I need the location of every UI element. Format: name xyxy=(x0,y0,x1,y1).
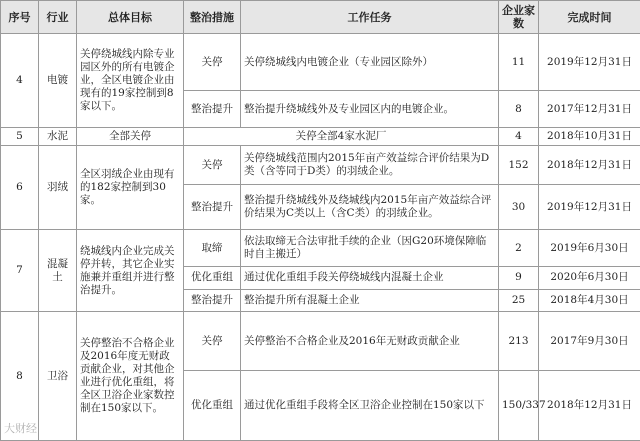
watermark: 大财经 xyxy=(4,422,37,435)
count-cell: 150/337 xyxy=(499,371,539,441)
deadline-cell: 2018年12月31日 xyxy=(539,371,640,441)
industry-cell: 卫浴 xyxy=(39,312,77,441)
table-row xyxy=(1,146,640,185)
header-row xyxy=(1,1,640,34)
header-seq: 序号 xyxy=(1,1,39,34)
deadline-cell: 2017年12月31日 xyxy=(539,91,640,128)
count-cell: 30 xyxy=(499,185,539,230)
header-count: 企业家数 xyxy=(499,1,539,34)
task-cell: 关停绕城线内电镀企业（专业园区除外） xyxy=(241,34,499,91)
header-task: 工作任务 xyxy=(241,1,499,34)
measure-cell: 关停 xyxy=(184,34,241,91)
task-cell: 关停整治不合格企业及2016年无财政贡献企业 xyxy=(241,312,499,371)
industry-cell: 羽绒 xyxy=(39,146,77,230)
deadline-cell: 2019年6月30日 xyxy=(539,230,640,267)
task-cell: 整治提升绕城线外及绕城线内2015年亩产效益综合评价结果为C类以上（含C类）的羽绒企业。 xyxy=(241,185,499,230)
goal-cell: 关停整治不合格企业及2016年度无财政贡献企业，对其他企业进行优化重组，将全区卫浴企业家数控制在150家以下。 xyxy=(77,312,184,441)
count-cell: 152 xyxy=(499,146,539,185)
deadline-cell: 2018年12月31日 xyxy=(539,146,640,185)
seq-cell: 5 xyxy=(1,128,39,146)
task-cell: 整治提升绕城线外及专业园区内的电镀企业。 xyxy=(241,91,499,128)
industry-cell: 电镀 xyxy=(39,34,77,128)
deadline-cell: 2018年10月31日 xyxy=(539,128,640,146)
deadline-cell: 2020年6月30日 xyxy=(539,267,640,289)
table-row xyxy=(1,34,640,91)
goal-cell: 关停绕城线内除专业园区外的所有电镀企业，全区电镀企业由现有的19家控制到8家以下。 xyxy=(77,34,184,128)
deadline-cell: 2018年4月30日 xyxy=(539,289,640,311)
seq-cell: 8 xyxy=(1,312,39,441)
count-cell: 213 xyxy=(499,312,539,371)
count-cell: 25 xyxy=(499,289,539,311)
task-cell: 整治提升所有混凝土企业 xyxy=(241,289,499,311)
deadline-cell: 2019年12月31日 xyxy=(539,185,640,230)
industry-cell: 水泥 xyxy=(39,128,77,146)
count-cell: 11 xyxy=(499,34,539,91)
header-deadline: 完成时间 xyxy=(539,1,640,34)
task-cell: 依法取缔无合法审批手续的企业（因G20环境保障临时自主搬迁） xyxy=(241,230,499,267)
table-row xyxy=(1,230,640,267)
task-cell: 关停全部4家水泥厂 xyxy=(184,128,499,146)
count-cell: 8 xyxy=(499,91,539,128)
measure-cell: 关停 xyxy=(184,312,241,371)
task-cell: 关停绕城线范围内2015年亩产效益综合评价结果为D类（含等同于D类）的羽绒企业。 xyxy=(241,146,499,185)
measure-cell: 优化重组 xyxy=(184,267,241,289)
table-row xyxy=(1,128,640,146)
count-cell: 9 xyxy=(499,267,539,289)
task-cell: 通过优化重组手段将全区卫浴企业控制在150家以下 xyxy=(241,371,499,441)
seq-cell: 4 xyxy=(1,34,39,128)
measure-cell: 整治提升 xyxy=(184,289,241,311)
deadline-cell: 2017年9月30日 xyxy=(539,312,640,371)
seq-cell: 7 xyxy=(1,230,39,312)
header-industry: 行业 xyxy=(39,1,77,34)
count-cell: 4 xyxy=(499,128,539,146)
header-goal: 总体目标 xyxy=(77,1,184,34)
industry-cell: 混凝土 xyxy=(39,230,77,312)
table-row xyxy=(1,312,640,371)
measure-cell: 整治提升 xyxy=(184,185,241,230)
measure-cell: 关停 xyxy=(184,146,241,185)
seq-cell: 6 xyxy=(1,146,39,230)
deadline-cell: 2019年12月31日 xyxy=(539,34,640,91)
task-cell: 通过优化重组手段关停绕城线内混凝土企业 xyxy=(241,267,499,289)
goal-cell: 绕城线内企业完成关停并转，其它企业实施兼并重组并进行整治提升。 xyxy=(77,230,184,312)
goal-cell: 全部关停 xyxy=(77,128,184,146)
count-cell: 2 xyxy=(499,230,539,267)
measure-cell: 整治提升 xyxy=(184,91,241,128)
measure-cell: 优化重组 xyxy=(184,371,241,441)
header-measure: 整治措施 xyxy=(184,1,241,34)
measure-cell: 取缔 xyxy=(184,230,241,267)
goal-cell: 全区羽绒企业由现有的182家控制到30家。 xyxy=(77,146,184,230)
